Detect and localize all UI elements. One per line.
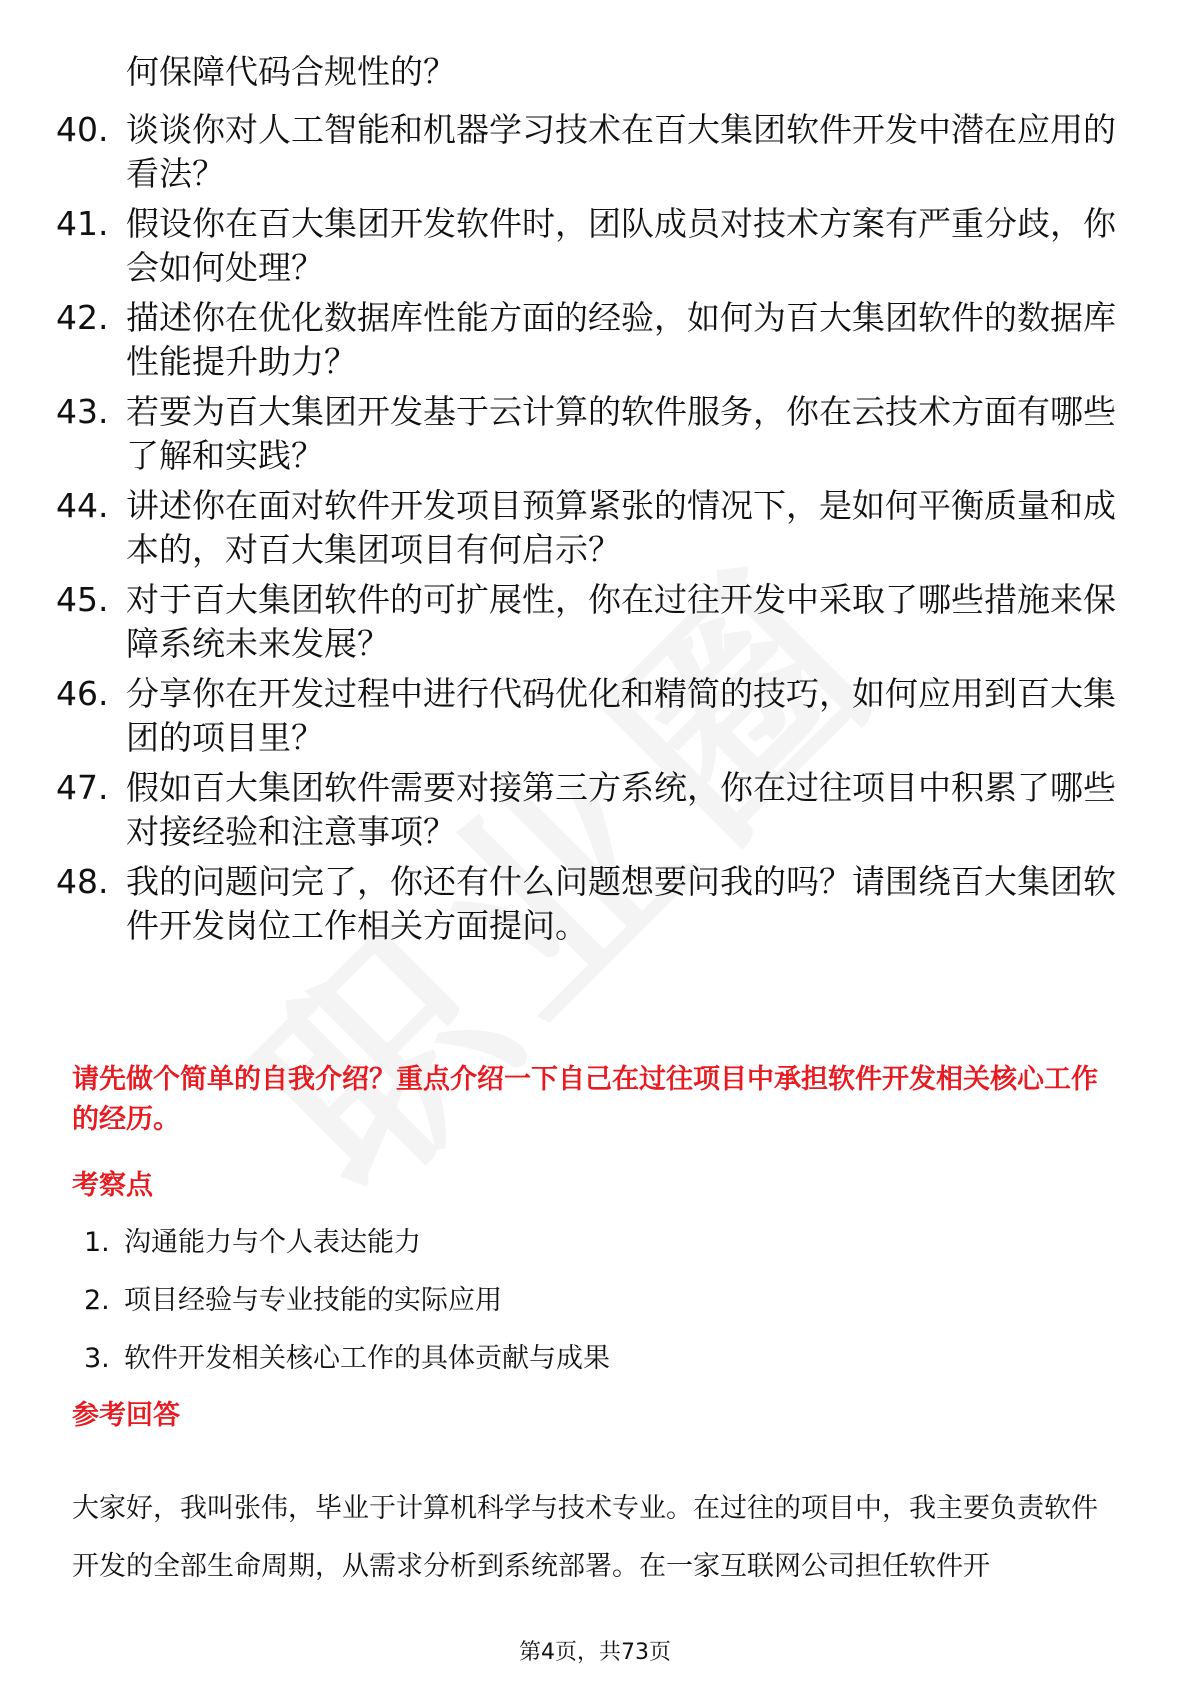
question-number: 42.: [56, 298, 109, 337]
question-text: 我的问题问完了，你还有什么问题想要问我的吗？请围绕百大集团软件开发岗位工作相关方面提问。: [126, 862, 1116, 945]
continued-question-fragment: 何保障代码合规性的？: [126, 52, 456, 91]
exam-point-item: [84, 1283, 984, 1319]
question-item: [56, 202, 1136, 290]
exam-point-text: 项目经验与专业技能的实际应用: [124, 1285, 502, 1316]
question-number: 44.: [56, 486, 109, 525]
exam-points-title: 考察点: [72, 1170, 153, 1201]
question-text: 假如百大集团软件需要对接第三方系统，你在过往项目中积累了哪些对接经验和注意事项？: [126, 768, 1116, 851]
question-number: 41.: [56, 204, 109, 243]
exam-point-text: 软件开发相关核心工作的具体贡献与成果: [124, 1343, 610, 1374]
question-item: [56, 484, 1136, 572]
question-text: 对于百大集团软件的可扩展性，你在过往开发中采取了哪些措施来保障系统未来发展？: [126, 580, 1116, 663]
question-text: 谈谈你对人工智能和机器学习技术在百大集团软件开发中潜在应用的看法？: [126, 110, 1116, 193]
exam-point-item: [84, 1341, 984, 1377]
question-text: 描述你在优化数据库性能方面的经验，如何为百大集团软件的数据库性能提升助力？: [126, 298, 1116, 381]
question-item: [56, 578, 1136, 666]
question-number: 47.: [56, 768, 109, 807]
question-number: 45.: [56, 580, 109, 619]
question-text: 假设你在百大集团开发软件时，团队成员对技术方案有严重分歧，你会如何处理？: [126, 204, 1116, 287]
exam-point-number: 1.: [84, 1227, 110, 1258]
exam-points-list: [84, 1225, 984, 1399]
question-item: [56, 672, 1136, 760]
reference-answer-title: 参考回答: [72, 1400, 180, 1431]
exam-point-number: 3.: [84, 1343, 110, 1374]
question-item: [56, 296, 1136, 384]
reference-answer-text: 大家好，我叫张伟，毕业于计算机科学与技术专业。在过往的项目中，我主要负责软件开发的全部生命周期，从需求分析到系统部署。在一家互联网公司担任软件开: [72, 1493, 1098, 1582]
question-number: 43.: [56, 392, 109, 431]
question-item: [56, 860, 1136, 948]
question-item: [56, 108, 1136, 196]
page-footer: 第4页，共73页: [519, 1640, 671, 1665]
exam-point-item: [84, 1225, 984, 1261]
question-item: [56, 390, 1136, 478]
question-number: 48.: [56, 862, 109, 901]
question-text: 若要为百大集团开发基于云计算的软件服务，你在云技术方面有哪些了解和实践？: [126, 392, 1116, 475]
exam-point-number: 2.: [84, 1285, 110, 1316]
highlight-question: 请先做个简单的自我介绍？重点介绍一下自己在过往项目中承担软件开发相关核心工作的经历。: [72, 1064, 1098, 1135]
exam-point-text: 沟通能力与个人表达能力: [124, 1227, 421, 1258]
question-text: 分享你在开发过程中进行代码优化和精简的技巧，如何应用到百大集团的项目里？: [126, 674, 1116, 757]
question-item: [56, 766, 1136, 854]
question-text: 讲述你在面对软件开发项目预算紧张的情况下，是如何平衡质量和成本的，对百大集团项目有何启示？: [126, 486, 1116, 569]
question-number: 46.: [56, 674, 109, 713]
question-list: [56, 108, 1136, 954]
question-number: 40.: [56, 110, 109, 149]
